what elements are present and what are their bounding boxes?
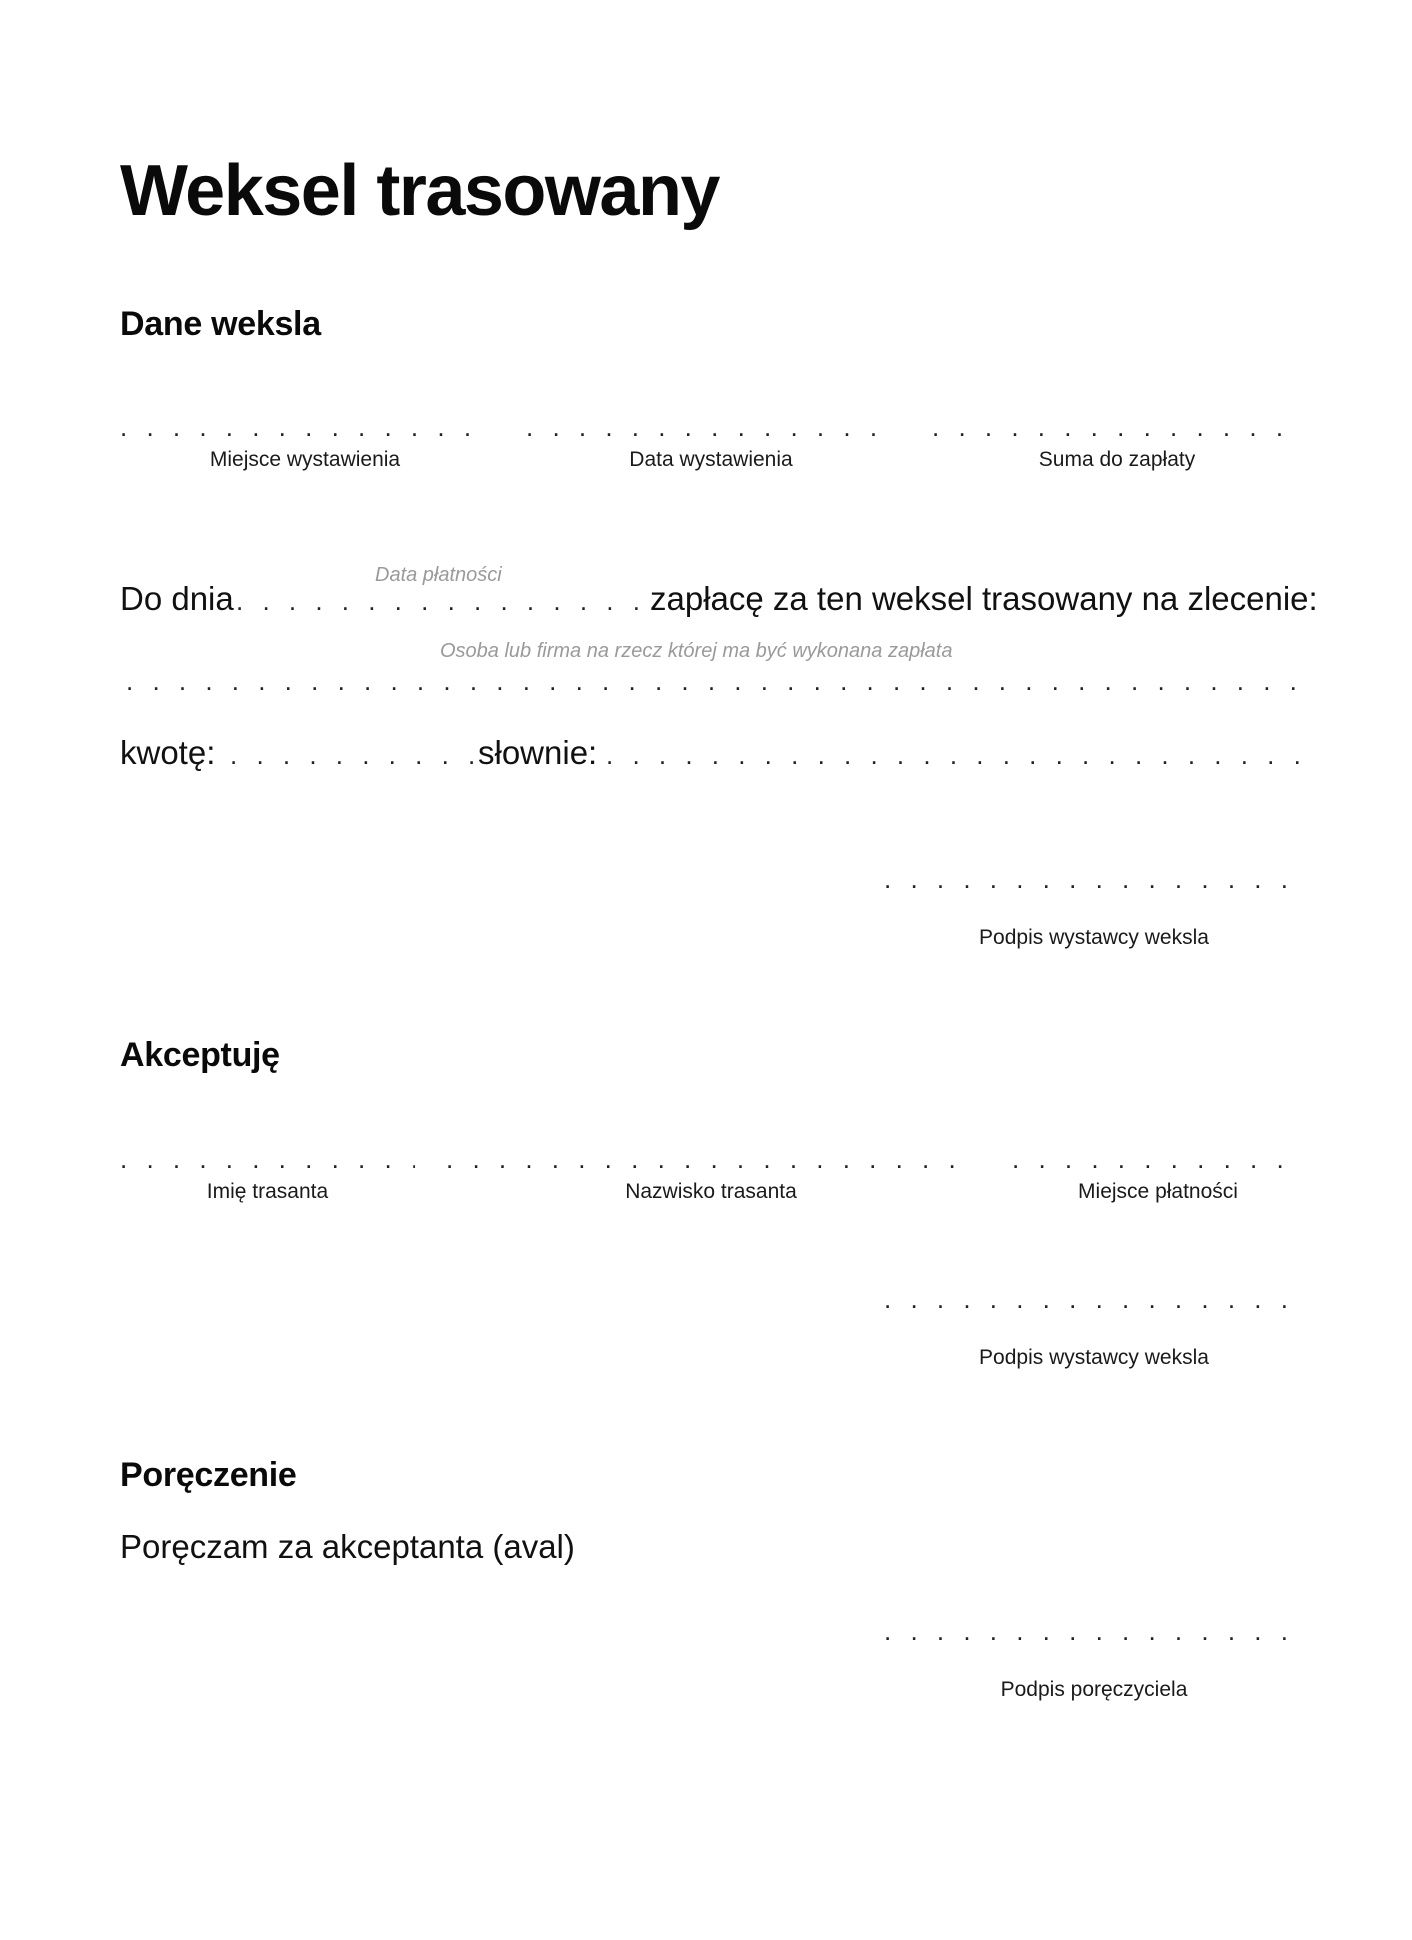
section-heading-akceptuje: Akceptuję — [120, 1036, 280, 1074]
drawer-first-name-field[interactable] — [120, 1146, 415, 1172]
date-of-issue-field[interactable] — [526, 414, 896, 440]
amount-due-field[interactable] — [932, 414, 1302, 440]
drawer-last-name-label: Nazwisko trasanta — [625, 1180, 797, 1203]
payee-field[interactable] — [126, 668, 1306, 694]
acceptor-signature-field[interactable] — [884, 1286, 1304, 1312]
acceptor-signature-label: Podpis wystawcy weksla — [979, 1346, 1209, 1369]
payment-date-field[interactable] — [236, 588, 646, 614]
place-of-issue-field[interactable] — [120, 414, 490, 440]
amount-field[interactable] — [230, 742, 475, 768]
amount-due-label: Suma do zapłaty — [1038, 448, 1196, 471]
guarantee-statement: Poręczam za akceptanta (aval) — [120, 1528, 575, 1565]
issuer-signature-field[interactable] — [884, 866, 1304, 892]
amount-label: kwotę: — [120, 734, 216, 771]
amount-in-words-field[interactable] — [606, 742, 1306, 768]
payment-place-field[interactable] — [1012, 1146, 1304, 1172]
place-of-issue-label: Miejsce wystawienia — [209, 448, 401, 471]
payment-date-hint: Data płatności — [375, 564, 502, 586]
section-heading-dane-weksla: Dane weksla — [120, 305, 321, 343]
amount-in-words-label: słownie: — [478, 734, 598, 771]
issuer-signature-label: Podpis wystawcy weksla — [979, 926, 1209, 949]
payment-line-prefix: Do dnia — [120, 580, 234, 617]
document-title: Weksel trasowany — [120, 151, 719, 231]
date-of-issue-label: Data wystawienia — [629, 448, 793, 471]
drawer-last-name-field[interactable] — [446, 1146, 976, 1172]
drawer-first-name-label: Imię trasanta — [206, 1180, 329, 1203]
payee-hint: Osoba lub firma na rzecz której ma być wykonana zapłata — [440, 640, 953, 662]
guarantor-signature-label: Podpis poręczyciela — [1000, 1678, 1188, 1701]
guarantor-signature-field[interactable] — [884, 1618, 1304, 1644]
payment-line-middle: zapłacę za ten weksel trasowany na zlecenie: — [650, 580, 1318, 617]
payment-place-label: Miejsce płatności — [1078, 1180, 1238, 1203]
section-heading-poreczenie: Poręczenie — [120, 1456, 297, 1494]
